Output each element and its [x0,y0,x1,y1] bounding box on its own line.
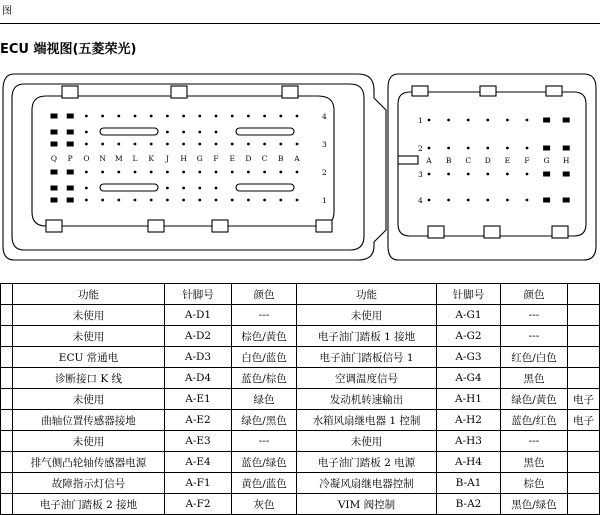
table-row [1,326,600,347]
column-label: L [132,154,138,163]
pin [117,115,120,118]
pin [231,171,234,174]
pin [279,143,282,146]
pin [215,171,218,174]
pin [215,131,218,134]
table-cell [1,431,13,452]
pin-large [543,146,550,151]
table-header-cell: 颜色 [501,284,568,305]
table-cell: 绿色/黑色 [232,410,297,431]
column-label: C [261,154,268,163]
pin [296,115,299,118]
table-cell: A-D2 [165,326,232,347]
table-cell: 未使用 [13,326,165,347]
left-tab-top-2 [171,86,187,98]
pin-large [563,118,570,123]
left-tab-bottom-1 [46,220,62,232]
pin [231,115,234,118]
left-tab-top-1 [62,86,78,98]
pin-large [51,198,58,203]
pin [215,143,218,146]
pin [263,115,266,118]
column-label: P [67,154,73,163]
column-label: O [83,154,90,163]
pin [215,199,218,202]
pin [526,147,529,150]
pin [166,143,169,146]
pin [85,131,88,134]
pin-large [51,142,58,147]
pin [296,143,299,146]
pin [279,199,282,202]
column-label: B [445,156,452,165]
right-tab-top-1 [412,86,428,96]
pin-large [51,170,58,175]
table-header-cell [1,284,13,305]
pin [134,115,137,118]
pin [447,199,450,202]
table-cell: 水箱风扇继电器 1 控制 [297,410,437,431]
column-label: F [524,156,530,165]
pin [526,199,529,202]
pin [428,119,431,122]
table-cell [568,347,600,368]
table-cell: 发动机转速输出 [297,389,437,410]
pin [247,115,250,118]
pin [150,115,153,118]
table-header-row [1,284,600,305]
pin [117,199,120,202]
table-cell [1,389,13,410]
table-cell: 绿色/黄色 [501,389,568,410]
table-header-cell: 功能 [13,284,165,305]
pin-large [563,146,570,151]
table-cell: 排气侧凸轮轴传感器电源 [13,452,165,473]
table-cell: --- [501,431,568,452]
row-label: 2 [418,144,423,153]
column-label: B [278,154,284,163]
table-row [1,389,600,410]
pin [117,143,120,146]
table-cell [568,305,600,326]
pin [263,199,266,202]
table-row [1,368,600,389]
pin-large [51,114,58,119]
pin [247,143,250,146]
table-cell: 黑色/绿色 [501,494,568,515]
column-label: G [196,154,203,163]
pin [101,199,104,202]
pin [85,143,88,146]
table-cell: --- [501,326,568,347]
pin [150,143,153,146]
row-label: 3 [322,140,327,149]
pin-large [67,130,74,135]
row-label: 4 [322,112,327,121]
pin [198,131,201,134]
pin-large [51,186,58,191]
pin-large [67,114,74,119]
table-cell: ECU 常通电 [13,347,165,368]
pin [486,173,489,176]
table-row [1,347,600,368]
table-row [1,305,600,326]
table-cell: 曲轴位置传感器接地 [13,410,165,431]
pin [526,173,529,176]
pin [428,147,431,150]
page-label: 图 [2,6,12,17]
pin [182,115,185,118]
pin [467,199,470,202]
pin [215,115,218,118]
table-cell: A-E1 [165,389,232,410]
table-cell: A-D4 [165,368,232,389]
table-cell [568,368,600,389]
right-tab-bottom-1 [428,226,444,238]
table-cell [1,494,13,515]
table-cell [1,410,13,431]
pin-large [543,198,550,203]
pin [182,131,185,134]
pin [166,131,169,134]
pin-large [543,172,550,177]
pin [150,171,153,174]
table-cell [568,494,600,515]
table-cell: 未使用 [13,431,165,452]
pin [85,115,88,118]
table-cell: A-E2 [165,410,232,431]
pin-large [543,118,550,123]
pin [182,171,185,174]
table-cell [568,473,600,494]
table-cell: 黑色 [501,452,568,473]
pin [85,199,88,202]
column-label: C [465,156,472,165]
pin [428,173,431,176]
table-cell: 棕色 [501,473,568,494]
table-header-cell: 针脚号 [437,284,501,305]
table-cell: 黄色/蓝色 [232,473,297,494]
pin [231,199,234,202]
table-header-cell [568,284,600,305]
table-row [1,410,600,431]
right-pin-grid [418,116,570,205]
pin [467,173,470,176]
column-label: D [484,156,491,165]
page-title: ECU 端视图(五菱荣光) [0,42,137,57]
left-slot-2 [236,128,294,135]
left-tab-bottom-2 [148,220,164,232]
column-label: D [245,154,252,163]
table-cell: --- [501,305,568,326]
table-cell [568,431,600,452]
pin [101,171,104,174]
table-cell: --- [232,431,297,452]
pin [506,173,509,176]
table-header-cell: 针脚号 [165,284,232,305]
pin [447,119,450,122]
pin-large [67,170,74,175]
table-cell: A-H4 [437,452,501,473]
pin [101,143,104,146]
pin [296,199,299,202]
table-cell: 蓝色/绿色 [232,452,297,473]
table-cell: 电子油门踏板 2 电源 [297,452,437,473]
table-cell: --- [232,305,297,326]
table-cell: A-E3 [165,431,232,452]
table-cell: A-D1 [165,305,232,326]
pin [182,199,185,202]
pin [506,119,509,122]
pin [279,171,282,174]
table-cell: 电子油门踏板信号 1 [297,347,437,368]
left-tab-top-3 [282,86,298,98]
pin [166,199,169,202]
table-cell: B-A2 [437,494,501,515]
row-label: 4 [418,196,423,205]
column-label: G [543,156,550,165]
pin [166,171,169,174]
table-cell [1,473,13,494]
pin [198,187,201,190]
table-row [1,473,600,494]
column-label: N [99,154,106,163]
table-cell: 电子 [568,410,600,431]
row-label: 3 [418,170,423,179]
column-label: H [562,156,570,165]
table-cell: 红色/白色 [501,347,568,368]
pin [85,171,88,174]
table-row [1,452,600,473]
pin [296,171,299,174]
pin [447,173,450,176]
pin [198,143,201,146]
table-cell: A-G2 [437,326,501,347]
pin [279,115,282,118]
column-label: F [213,154,219,163]
column-label: Q [50,154,58,163]
column-label: A [426,156,432,165]
table-cell: A-D3 [165,347,232,368]
table-cell: 未使用 [297,305,437,326]
right-side-key [398,156,418,164]
pin [486,147,489,150]
pin [467,119,470,122]
table-cell: 未使用 [13,389,165,410]
pin [467,147,470,150]
table-cell: 蓝色/红色 [501,410,568,431]
column-label: H [180,154,187,163]
table-cell: A-E4 [165,452,232,473]
table-cell: 诊断接口 K 线 [13,368,165,389]
table-cell [1,326,13,347]
table-cell: 故障指示灯信号 [13,473,165,494]
left-tab-bottom-3 [212,220,228,232]
table-cell: 蓝色/棕色 [232,368,297,389]
pin-table [0,283,600,515]
pin [247,199,250,202]
table-cell: 电子 [568,389,600,410]
pin-large [67,186,74,191]
table-cell [568,452,600,473]
table-header-cell: 功能 [297,284,437,305]
pin [85,187,88,190]
table-cell [1,305,13,326]
table-row [1,494,600,515]
right-tab-top-3 [546,86,562,96]
pin [182,143,185,146]
table-cell: A-G4 [437,368,501,389]
pin [182,187,185,190]
table-cell: 黑色 [501,368,568,389]
pin-large [67,142,74,147]
pin [215,187,218,190]
pin-large [563,172,570,177]
pin [526,119,529,122]
table-cell: 灰色 [232,494,297,515]
pin [247,171,250,174]
column-label: E [504,156,511,165]
pin [198,199,201,202]
pin [486,119,489,122]
column-label: K [148,154,155,163]
table-cell: 棕色/黄色 [232,326,297,347]
pin-large [563,198,570,203]
left-slot-3 [100,184,158,191]
pin [198,115,201,118]
left-slot-1 [100,128,158,135]
ecu-connector-diagram [0,62,600,272]
table-cell: A-H3 [437,431,501,452]
table-cell: VIM 阀控制 [297,494,437,515]
left-connector-inner [12,84,364,250]
table-cell [568,326,600,347]
pin [101,115,104,118]
pin [166,187,169,190]
pin [134,171,137,174]
table-cell: A-F2 [165,494,232,515]
column-label: E [229,154,235,163]
right-tab-bottom-2 [484,226,500,238]
table-cell: 白色/蓝色 [232,347,297,368]
right-tab-bottom-3 [552,226,568,238]
table-cell [1,452,13,473]
pin [263,143,266,146]
table-row [1,431,600,452]
pin [117,171,120,174]
row-label: 1 [322,196,327,205]
pin-large [67,198,74,203]
pin [447,147,450,150]
table-cell: A-G1 [437,305,501,326]
header-divider [0,23,600,24]
table-cell: 电子油门踏板 2 接地 [13,494,165,515]
column-label: M [114,154,123,163]
pin [263,171,266,174]
column-label: A [294,154,300,163]
table-cell: A-G3 [437,347,501,368]
left-slot-4 [236,184,294,191]
pin [166,115,169,118]
table-cell: 空调温度信号 [297,368,437,389]
row-label: 1 [418,116,423,125]
table-cell: B-A1 [437,473,501,494]
table-cell: A-H2 [437,410,501,431]
pin [231,143,234,146]
table-header-cell: 颜色 [232,284,297,305]
pin-large [51,130,58,135]
table-cell: 未使用 [297,431,437,452]
pin [134,143,137,146]
right-tab-top-2 [480,86,496,96]
row-label: 2 [322,168,327,177]
table-cell: A-H1 [437,389,501,410]
column-label: J [165,154,169,163]
left-tab-bottom-4 [316,220,332,232]
pin [428,199,431,202]
pin [150,199,153,202]
table-cell [1,368,13,389]
pin [506,147,509,150]
table-cell: 未使用 [13,305,165,326]
table-cell: A-F1 [165,473,232,494]
pin [486,199,489,202]
table-cell: 冷凝风扇继电器控制 [297,473,437,494]
table-cell [1,347,13,368]
table-cell: 绿色 [232,389,297,410]
pin [506,199,509,202]
table-cell: 电子油门踏板 1 接地 [297,326,437,347]
pin [134,199,137,202]
pin [198,171,201,174]
